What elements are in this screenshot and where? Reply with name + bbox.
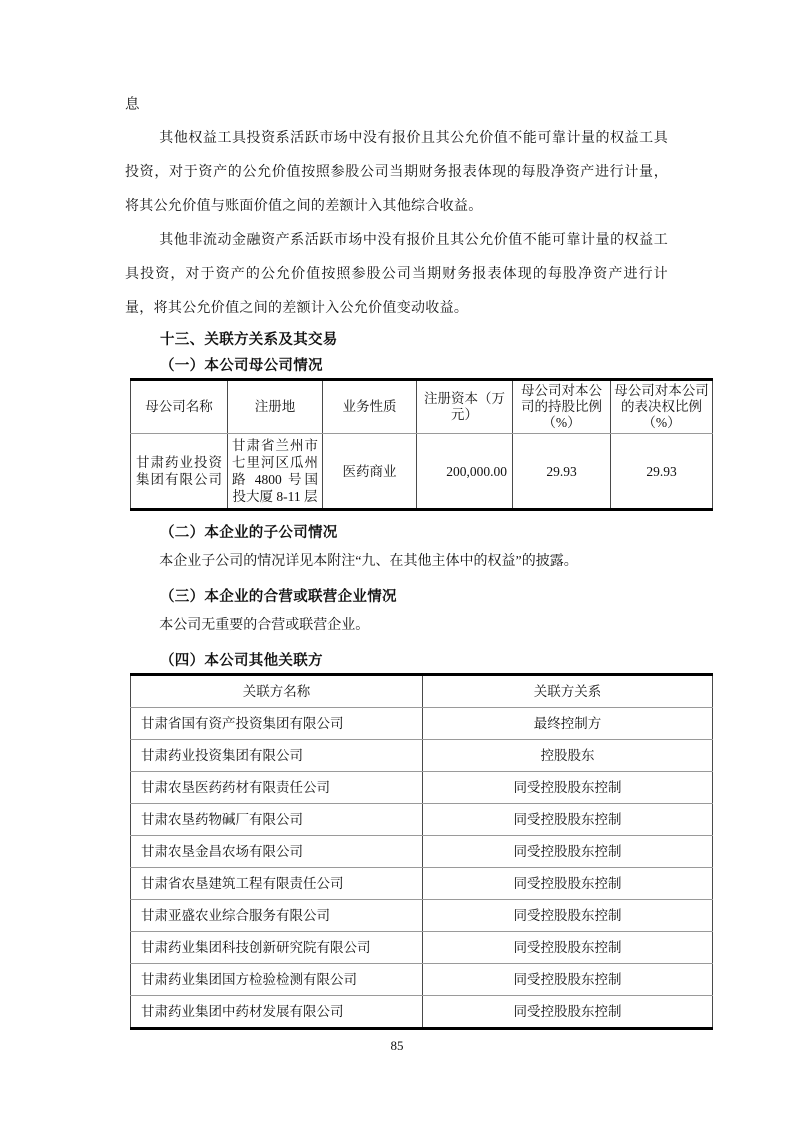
table-row	[131, 996, 713, 1029]
cell-related-party-name: 甘肃农垦金昌农场有限公司	[131, 836, 423, 868]
cell-related-party-relation: 同受控股股东控制	[423, 868, 713, 900]
paragraph-other-noncurrent-assets: 其他非流动金融资产系活跃市场中没有报价且其公允价值不能可靠计量的权益工具投资，对于资产的公允价值按照参股公司当期财务报表体现的每股净资产进行计量，将其公允价值之间的差额计入公允价值变动收益。	[125, 233, 668, 316]
header-voting-pct: 母公司对本公司的表决权比例（%）	[611, 380, 713, 434]
table-row	[131, 932, 713, 964]
table-row	[131, 708, 713, 740]
related-parties-table	[130, 673, 713, 1030]
cell-related-party-relation: 同受控股股东控制	[423, 996, 713, 1029]
note-subsidiaries: 本企业子公司的情况详见本附注“九、在其他主体中的权益”的披露。	[159, 554, 578, 569]
heading-section-13: 十三、关联方关系及其交易	[160, 332, 338, 348]
table-row	[131, 836, 713, 868]
cell-parent-name: 甘肃药业投资集团有限公司	[131, 434, 228, 510]
cell-related-party-name: 甘肃药业集团科技创新研究院有限公司	[131, 932, 423, 964]
cell-related-party-name: 甘肃药业集团国方检验检测有限公司	[131, 964, 423, 996]
cell-shareholding-pct: 29.93	[513, 434, 611, 510]
cell-related-party-relation: 同受控股股东控制	[423, 900, 713, 932]
cell-related-party-relation: 同受控股股东控制	[423, 964, 713, 996]
header-shareholding-pct: 母公司对本公司的持股比例（%）	[513, 380, 611, 434]
cell-business-nature: 医药商业	[323, 434, 417, 510]
cell-related-party-name: 甘肃农垦医药药材有限责任公司	[131, 772, 423, 804]
parent-company-table-row	[131, 434, 713, 510]
cell-related-party-name: 甘肃省国有资产投资集团有限公司	[131, 708, 423, 740]
cell-registered-capital: 200,000.00	[417, 434, 513, 510]
cell-related-party-relation: 同受控股股东控制	[423, 772, 713, 804]
table-row	[131, 900, 713, 932]
heading-sub-4-other-related-parties: （四）本公司其他关联方	[160, 653, 323, 669]
cell-related-party-name: 甘肃亚盛农业综合服务有限公司	[131, 900, 423, 932]
related-parties-header-row	[131, 675, 713, 708]
header-business-nature: 业务性质	[323, 380, 417, 434]
heading-sub-1-parent-company: （一）本公司母公司情况	[160, 358, 323, 374]
table-row	[131, 868, 713, 900]
heading-sub-2-subsidiaries: （二）本企业的子公司情况	[160, 525, 338, 541]
header-related-party-name: 关联方名称	[131, 675, 423, 708]
cell-related-party-name: 甘肃药业集团中药材发展有限公司	[131, 996, 423, 1029]
cell-related-party-relation: 控股股东	[423, 740, 713, 772]
parent-company-table	[130, 378, 713, 511]
cell-related-party-relation: 同受控股股东控制	[423, 932, 713, 964]
cell-related-party-name: 甘肃省农垦建筑工程有限责任公司	[131, 868, 423, 900]
header-related-party-relation: 关联方关系	[423, 675, 713, 708]
heading-sub-3-joint-ventures: （三）本企业的合营或联营企业情况	[160, 589, 397, 605]
cell-related-party-name: 甘肃药业投资集团有限公司	[131, 740, 423, 772]
note-joint-ventures: 本公司无重要的合营或联营企业。	[159, 618, 370, 633]
parent-company-table-header-row	[131, 380, 713, 434]
cell-related-party-relation: 同受控股股东控制	[423, 836, 713, 868]
paragraph-other-equity-instruments: 其他权益工具投资系活跃市场中没有报价且其公允价值不能可靠计量的权益工具投资，对于资产的公允价值按照参股公司当期财务报表体现的每股净资产进行计量，将其公允价值与账面价值之间的差额计入其他综合收益。	[125, 131, 668, 214]
continuation-text: 息	[125, 97, 140, 113]
header-parent-name: 母公司名称	[131, 380, 228, 434]
cell-related-party-relation: 最终控制方	[423, 708, 713, 740]
table-row	[131, 964, 713, 996]
header-registered-address: 注册地	[228, 380, 323, 434]
cell-registered-address: 甘肃省兰州市七里河区瓜州路 4800 号国投大厦 8-11 层	[228, 434, 323, 510]
header-registered-capital: 注册资本（万元）	[417, 380, 513, 434]
table-row	[131, 804, 713, 836]
cell-related-party-relation: 同受控股股东控制	[423, 804, 713, 836]
cell-voting-pct: 29.93	[611, 434, 713, 510]
page-number: 85	[390, 1038, 404, 1053]
cell-related-party-name: 甘肃农垦药物碱厂有限公司	[131, 804, 423, 836]
table-row	[131, 772, 713, 804]
table-row	[131, 740, 713, 772]
